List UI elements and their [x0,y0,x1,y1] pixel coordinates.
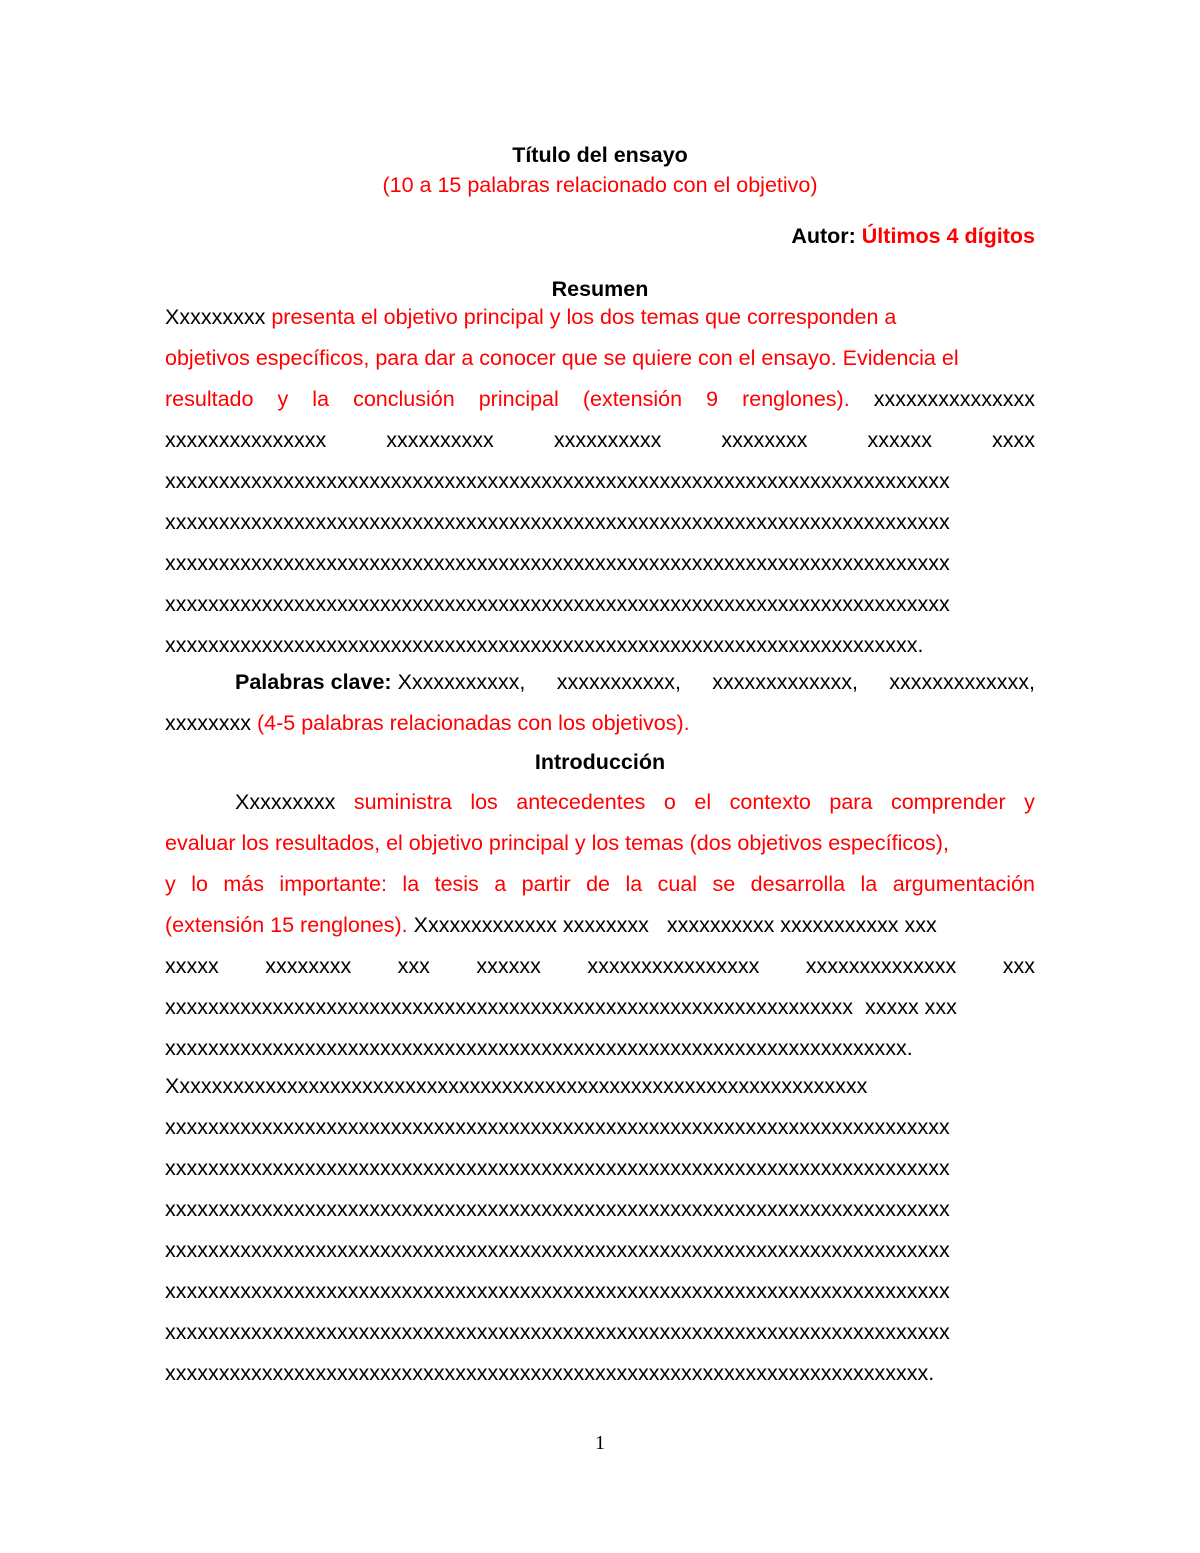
resumen-line-5: xxxxxxxxxxxxxxxxxxxxxxxxxxxxxxxxxxxxxxxxxxxxxxxxxxxxxxxxxxxxxxxxxxxxxxxxx [165,469,950,493]
essay-title: Título del ensayo [512,143,688,167]
introduccion-paragraph-1 [165,782,1035,1069]
page-number: 1 [595,1432,605,1454]
resumen-line-9: xxxxxxxxxxxxxxxxxxxxxxxxxxxxxxxxxxxxxxxxxxxxxxxxxxxxxxxxxxxxxxxxxxxxxx. [165,633,924,657]
intro-line-4: (extensión 15 renglones). Xxxxxxxxxxxxx xxxxxxxx xxxxxxxxxx xxxxxxxxxxx xxx [165,913,937,937]
resumen-line-4: xxxxxxxxxxxxxxx xxxxxxxxxx xxxxxxxxxx xxxxxxxx xxxxxx xxxx [165,428,1035,452]
resumen-line-6: xxxxxxxxxxxxxxxxxxxxxxxxxxxxxxxxxxxxxxxxxxxxxxxxxxxxxxxxxxxxxxxxxxxxxxxxx [165,510,950,534]
intro-line-7: xxxxxxxxxxxxxxxxxxxxxxxxxxxxxxxxxxxxxxxxxxxxxxxxxxxxxxxxxxxxxxxxxxxxx. [165,1036,913,1060]
intro-line-1: Xxxxxxxxx suministra los antecedentes o el contexto para comprender y [235,790,1035,814]
intro-p2-line-4: xxxxxxxxxxxxxxxxxxxxxxxxxxxxxxxxxxxxxxxxxxxxxxxxxxxxxxxxxxxxxxxxxxxxxxxxx [165,1197,950,1221]
resumen-paragraph [165,297,1035,666]
intro-line-6: xxxxxxxxxxxxxxxxxxxxxxxxxxxxxxxxxxxxxxxxxxxxxxxxxxxxxxxxxxxxxxxx xxxxx xxx [165,995,957,1019]
introduccion-paragraph-2 [165,1066,1035,1394]
intro-p2-line-8: xxxxxxxxxxxxxxxxxxxxxxxxxxxxxxxxxxxxxxxxxxxxxxxxxxxxxxxxxxxxxxxxxxxxxxx. [165,1361,935,1385]
resumen-line-2: objetivos específicos, para dar a conocer que se quiere con el ensayo. Evidencia el [165,346,959,370]
resumen-line-7: xxxxxxxxxxxxxxxxxxxxxxxxxxxxxxxxxxxxxxxxxxxxxxxxxxxxxxxxxxxxxxxxxxxxxxxxx [165,551,950,575]
keywords-label: Palabras clave: [235,670,398,694]
intro-p2-line-2: xxxxxxxxxxxxxxxxxxxxxxxxxxxxxxxxxxxxxxxxxxxxxxxxxxxxxxxxxxxxxxxxxxxxxxxxx [165,1115,950,1139]
essay-subtitle: (10 a 15 palabras relacionado con el objetivo) [382,173,818,197]
intro-line-3: y lo más importante: la tesis a partir de la cual se desarrolla la argumentación [165,872,1035,896]
resumen-line-1: Xxxxxxxxx presenta el objetivo principal y los dos temas que corresponden a [165,305,897,329]
intro-p2-line-3: xxxxxxxxxxxxxxxxxxxxxxxxxxxxxxxxxxxxxxxxxxxxxxxxxxxxxxxxxxxxxxxxxxxxxxxxx [165,1156,950,1180]
intro-p2-line-7: xxxxxxxxxxxxxxxxxxxxxxxxxxxxxxxxxxxxxxxxxxxxxxxxxxxxxxxxxxxxxxxxxxxxxxxxx [165,1320,950,1344]
resumen-line-8: xxxxxxxxxxxxxxxxxxxxxxxxxxxxxxxxxxxxxxxxxxxxxxxxxxxxxxxxxxxxxxxxxxxxxxxxx [165,592,950,616]
author-value: Últimos 4 dígitos [861,224,1035,248]
intro-p2-line-5: xxxxxxxxxxxxxxxxxxxxxxxxxxxxxxxxxxxxxxxxxxxxxxxxxxxxxxxxxxxxxxxxxxxxxxxxx [165,1238,950,1262]
title-block [165,140,1035,200]
resumen-heading: Resumen [551,277,649,301]
intro-p2-line-1: Xxxxxxxxxxxxxxxxxxxxxxxxxxxxxxxxxxxxxxxxxxxxxxxxxxxxxxxxxxxxxxxxx [165,1074,868,1098]
intro-line-2: evaluar los resultados, el objetivo principal y los temas (dos objetivos específicos), [165,831,949,855]
author-label: Autor: [791,224,862,248]
author-line [165,222,1035,250]
introduccion-heading: Introducción [534,750,666,774]
intro-p2-line-6: xxxxxxxxxxxxxxxxxxxxxxxxxxxxxxxxxxxxxxxxxxxxxxxxxxxxxxxxxxxxxxxxxxxxxxxxx [165,1279,950,1303]
intro-line-5: xxxxx xxxxxxxx xxx xxxxxx xxxxxxxxxxxxxxxx xxxxxxxxxxxxxx xxx [165,954,1035,978]
keywords-paragraph [165,662,1035,744]
keywords-line-2: xxxxxxxx (4-5 palabras relacionadas con los objetivos). [165,711,690,735]
keywords-line-1: Palabras clave: Xxxxxxxxxxx, xxxxxxxxxxx, xxxxxxxxxxxxx, xxxxxxxxxxxxx, [235,670,1035,694]
resumen-line-3: resultado y la conclusión principal (extensión 9 renglones). xxxxxxxxxxxxxxx [165,387,1035,411]
